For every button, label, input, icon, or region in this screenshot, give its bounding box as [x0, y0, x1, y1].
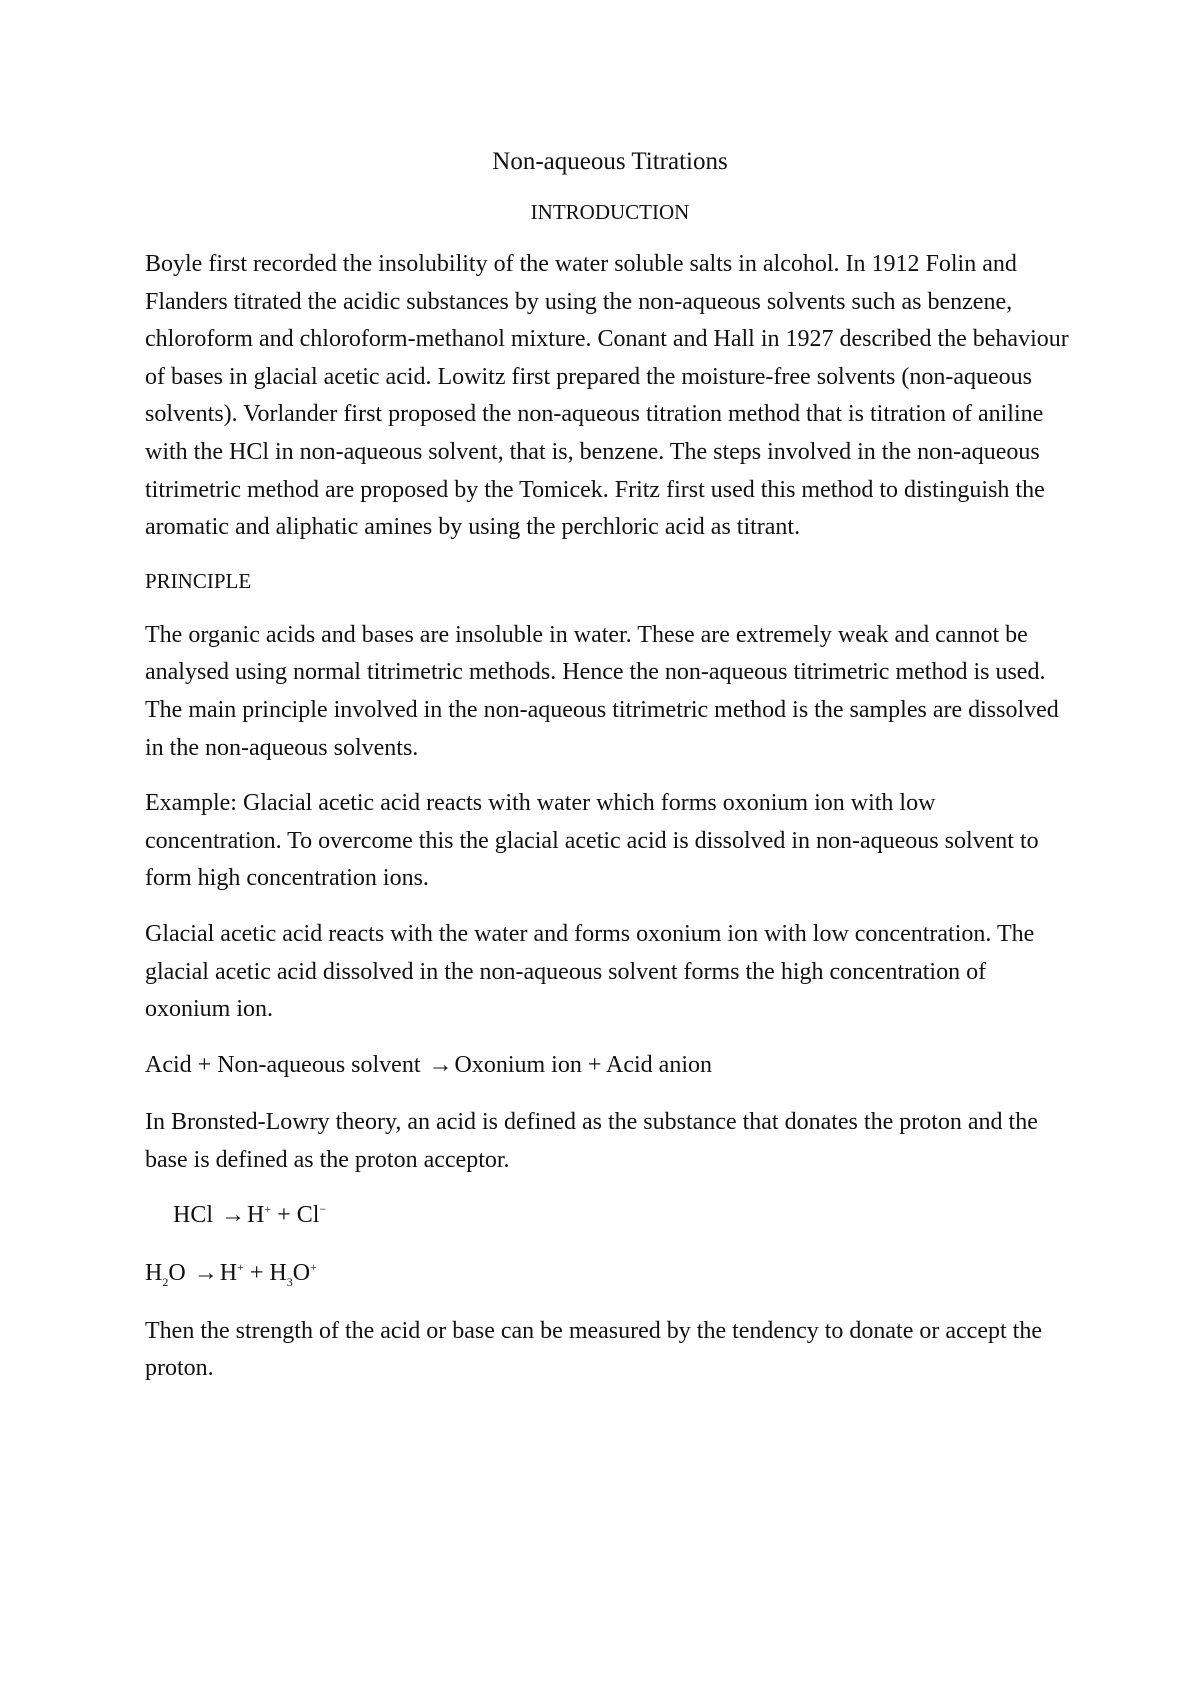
equation-water [145, 1255, 1075, 1293]
document-body [145, 142, 1075, 1406]
hcl-product-cl-charge: − [319, 1202, 327, 1217]
hydronium-h: H [269, 1260, 287, 1287]
hcl-product-cl: Cl [296, 1202, 320, 1229]
hydronium-o: O [292, 1260, 311, 1287]
water-reactant-h: H [145, 1260, 163, 1287]
hcl-reactant: HCl [173, 1202, 214, 1229]
water-reactant-subscript: 2 [162, 1274, 169, 1289]
arrow-icon: → [221, 1202, 246, 1229]
bronsted-lowry-paragraph: In Bronsted-Lowry theory, an acid is defined as the substance that donates the proton and the base is defined as the proton acceptor. [145, 1109, 1038, 1173]
hydronium-subscript: 3 [286, 1274, 293, 1289]
arrow-icon: → [193, 1260, 218, 1287]
principle-heading: PRINCIPLE [145, 568, 252, 593]
water-product-h: H [219, 1260, 238, 1287]
acid-strength-paragraph: Then the strength of the acid or base can be measured by the tendency to donate or accept the proton. [145, 1317, 1042, 1382]
water-product-h-charge: + [237, 1260, 244, 1275]
document-title: Non-aqueous Titrations [492, 148, 728, 175]
example-paragraph: Example: Glacial acetic acid reacts with water which forms oxonium ion with low concentration. To overcome this the glacial acetic acid is dissolved in non-aqueous solvent to form high concentration ions. [145, 790, 1039, 892]
hydronium-charge: + [310, 1260, 317, 1275]
equation-left: Acid + Non-aqueous solvent [145, 1051, 421, 1078]
principle-paragraph: The organic acids and bases are insoluble in water. These are extremely weak and cannot be analysed using normal titrimetric methods. Hence the non-aqueous titrimetric method is used. The main principle involved in the non-aqueous titrimetric method is the samples are dissolved in the non-aqueous solvents. [145, 621, 1059, 761]
equation-right: Oxonium ion + Acid anion [454, 1051, 713, 1078]
introduction-paragraph: Boyle first recorded the insolubility of the water soluble salts in alcohol. In 1912 Folin and Flanders titrated the acidic substances by using the non-aqueous solvents such as benzene, chloroform and chloroform-methanol mixture. Conant and Hall in 1927 described the behaviour of bases in glacial acetic acid. Lowitz first prepared the moisture-free solvents (non-aqueous solvents). Vorlander first proposed the non-aqueous titration method that is titration of aniline with the HCl in non-aqueous solvent, that is, benzene. The steps involved in the non-aqueous titrimetric method are proposed by the Tomicek. Fritz first used this method to distinguish the aromatic and aliphatic amines by using the perchloric acid as titrant. [145, 251, 1069, 541]
hcl-product-h: H [247, 1202, 265, 1229]
equation-hcl [145, 1197, 1075, 1235]
hcl-product-h-charge: + [264, 1202, 272, 1217]
glacial-acid-paragraph: Glacial acetic acid reacts with the water and forms oxonium ion with low concentration. The glacial acetic acid dissolved in the non-aqueous solvent forms the high concentration of oxonium ion. [145, 920, 1035, 1023]
equation-acid-solvent [145, 1047, 1075, 1085]
arrow-icon: → [428, 1051, 453, 1078]
hcl-plus: + [277, 1202, 291, 1229]
water-reactant-o: O [168, 1260, 186, 1287]
introduction-heading: INTRODUCTION [530, 200, 690, 224]
water-plus: + [249, 1260, 264, 1287]
